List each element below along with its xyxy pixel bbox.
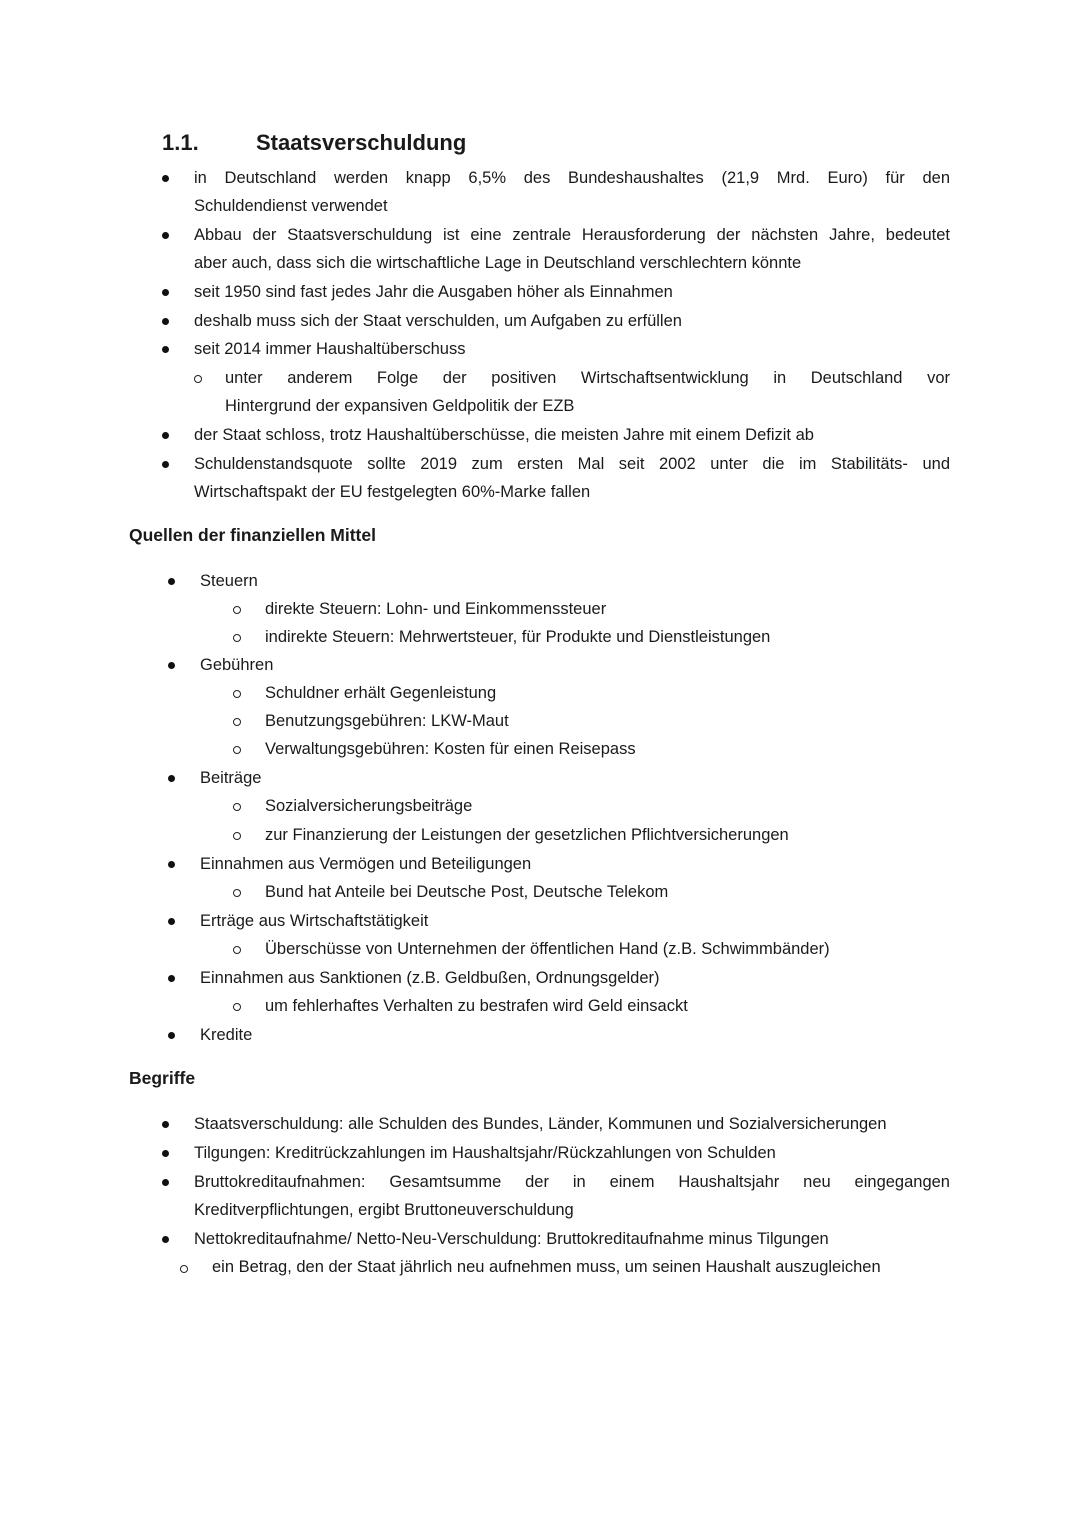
sub-list-item: Verwaltungsgebühren: Kosten für einen Reisepass bbox=[265, 740, 636, 758]
circle-bullet-icon bbox=[233, 606, 241, 614]
sub-list-item-continuation: Hintergrund der expansiven Geldpolitik der EZB bbox=[225, 397, 575, 415]
circle-bullet-icon bbox=[194, 375, 202, 383]
list-item: Beiträge bbox=[200, 769, 262, 787]
bullet-icon bbox=[168, 775, 175, 782]
sub-list-item: zur Finanzierung der Leistungen der gesetzlichen Pflichtversicherungen bbox=[265, 826, 789, 844]
list-item: deshalb muss sich der Staat verschulden, um Aufgaben zu erfüllen bbox=[194, 312, 682, 330]
sub-list-item: Benutzungsgebühren: LKW-Maut bbox=[265, 712, 509, 730]
circle-bullet-icon bbox=[233, 889, 241, 897]
bullet-icon bbox=[162, 1236, 169, 1243]
bullet-icon bbox=[162, 289, 169, 296]
list-item: Schuldenstandsquote sollte 2019 zum ersten Mal seit 2002 unter die im Stabilitäts- und bbox=[194, 455, 950, 473]
list-item: Bruttokreditaufnahmen: Gesamtsumme der in einem Haushaltsjahr neu eingegangen bbox=[194, 1173, 950, 1191]
list-item: Einnahmen aus Sanktionen (z.B. Geldbußen, Ordnungsgelder) bbox=[200, 969, 660, 987]
bullet-icon bbox=[168, 1032, 175, 1039]
list-item-continuation: aber auch, dass sich die wirtschaftliche Lage in Deutschland verschlechtern könnte bbox=[194, 254, 802, 272]
bullet-icon bbox=[162, 1150, 169, 1157]
list-item: Steuern bbox=[200, 572, 258, 590]
bullet-icon bbox=[168, 578, 175, 585]
sub-list-item: um fehlerhaftes Verhalten zu bestrafen wird Geld einsackt bbox=[265, 997, 688, 1015]
list-item: der Staat schloss, trotz Haushaltüberschüsse, die meisten Jahre mit einem Defizit ab bbox=[194, 426, 814, 444]
bullet-icon bbox=[162, 432, 169, 439]
list-item-continuation: Kreditverpflichtungen, ergibt Bruttoneuverschuldung bbox=[194, 1201, 574, 1219]
circle-bullet-icon bbox=[233, 832, 241, 840]
bullet-icon bbox=[168, 861, 175, 868]
quellen-heading: Quellen der finanziellen Mittel bbox=[129, 525, 376, 545]
circle-bullet-icon bbox=[233, 690, 241, 698]
list-item-continuation: Wirtschaftspakt der EU festgelegten 60%-Marke fallen bbox=[194, 483, 591, 501]
list-item-continuation: Schuldendienst verwendet bbox=[194, 197, 388, 215]
bullet-icon bbox=[162, 232, 169, 239]
list-item: Tilgungen: Kreditrückzahlungen im Haushaltsjahr/Rückzahlungen von Schulden bbox=[194, 1144, 776, 1162]
bullet-icon bbox=[162, 175, 169, 182]
sub-list-item: indirekte Steuern: Mehrwertsteuer, für Produkte und Dienstleistungen bbox=[265, 628, 771, 646]
list-item: Nettokreditaufnahme/ Netto-Neu-Verschuldung: Bruttokreditaufnahme minus Tilgungen bbox=[194, 1230, 829, 1248]
list-item: Erträge aus Wirtschaftstätigkeit bbox=[200, 912, 429, 930]
bullet-icon bbox=[162, 461, 169, 468]
sub-list-item: Sozialversicherungsbeiträge bbox=[265, 797, 473, 815]
sub-list-item: ein Betrag, den der Staat jährlich neu aufnehmen muss, um seinen Haushalt auszugleichen bbox=[212, 1258, 881, 1276]
section-heading bbox=[162, 130, 466, 156]
sub-list-item: Bund hat Anteile bei Deutsche Post, Deutsche Telekom bbox=[265, 883, 669, 901]
list-item: Gebühren bbox=[200, 656, 274, 674]
bullet-icon bbox=[168, 975, 175, 982]
list-item: seit 2014 immer Haushaltüberschuss bbox=[194, 340, 466, 358]
list-item: Kredite bbox=[200, 1026, 253, 1044]
bullet-icon bbox=[162, 346, 169, 353]
sub-list-item: Schuldner erhält Gegenleistung bbox=[265, 684, 497, 702]
list-item: Einnahmen aus Vermögen und Beteiligungen bbox=[200, 855, 532, 873]
circle-bullet-icon bbox=[233, 946, 241, 954]
section-title: Staatsverschuldung bbox=[256, 130, 467, 155]
list-item: in Deutschland werden knapp 6,5% des Bundeshaushaltes (21,9 Mrd. Euro) für den bbox=[194, 169, 950, 187]
begriffe-heading: Begriffe bbox=[129, 1068, 196, 1088]
circle-bullet-icon bbox=[233, 634, 241, 642]
circle-bullet-icon bbox=[233, 1003, 241, 1011]
circle-bullet-icon bbox=[233, 803, 241, 811]
bullet-icon bbox=[168, 662, 175, 669]
circle-bullet-icon bbox=[233, 718, 241, 726]
bullet-icon bbox=[168, 918, 175, 925]
bullet-icon bbox=[162, 1121, 169, 1128]
section-number: 1.1. bbox=[162, 130, 199, 155]
list-item: Abbau der Staatsverschuldung ist eine zentrale Herausforderung der nächsten Jahre, bedeutet bbox=[194, 226, 950, 244]
circle-bullet-icon bbox=[233, 746, 241, 754]
bullet-icon bbox=[162, 1179, 169, 1186]
sub-list-item: Überschüsse von Unternehmen der öffentlichen Hand (z.B. Schwimmbänder) bbox=[265, 940, 830, 958]
sub-list-item: direkte Steuern: Lohn- und Einkommenssteuer bbox=[265, 600, 607, 618]
bullet-icon bbox=[162, 318, 169, 325]
sub-list-item: unter anderem Folge der positiven Wirtschaftsentwicklung in Deutschland vor bbox=[225, 369, 950, 387]
list-item: seit 1950 sind fast jedes Jahr die Ausgaben höher als Einnahmen bbox=[194, 283, 673, 301]
list-item: Staatsverschuldung: alle Schulden des Bundes, Länder, Kommunen und Sozialversicherungen bbox=[194, 1115, 887, 1133]
circle-bullet-icon bbox=[180, 1265, 188, 1273]
